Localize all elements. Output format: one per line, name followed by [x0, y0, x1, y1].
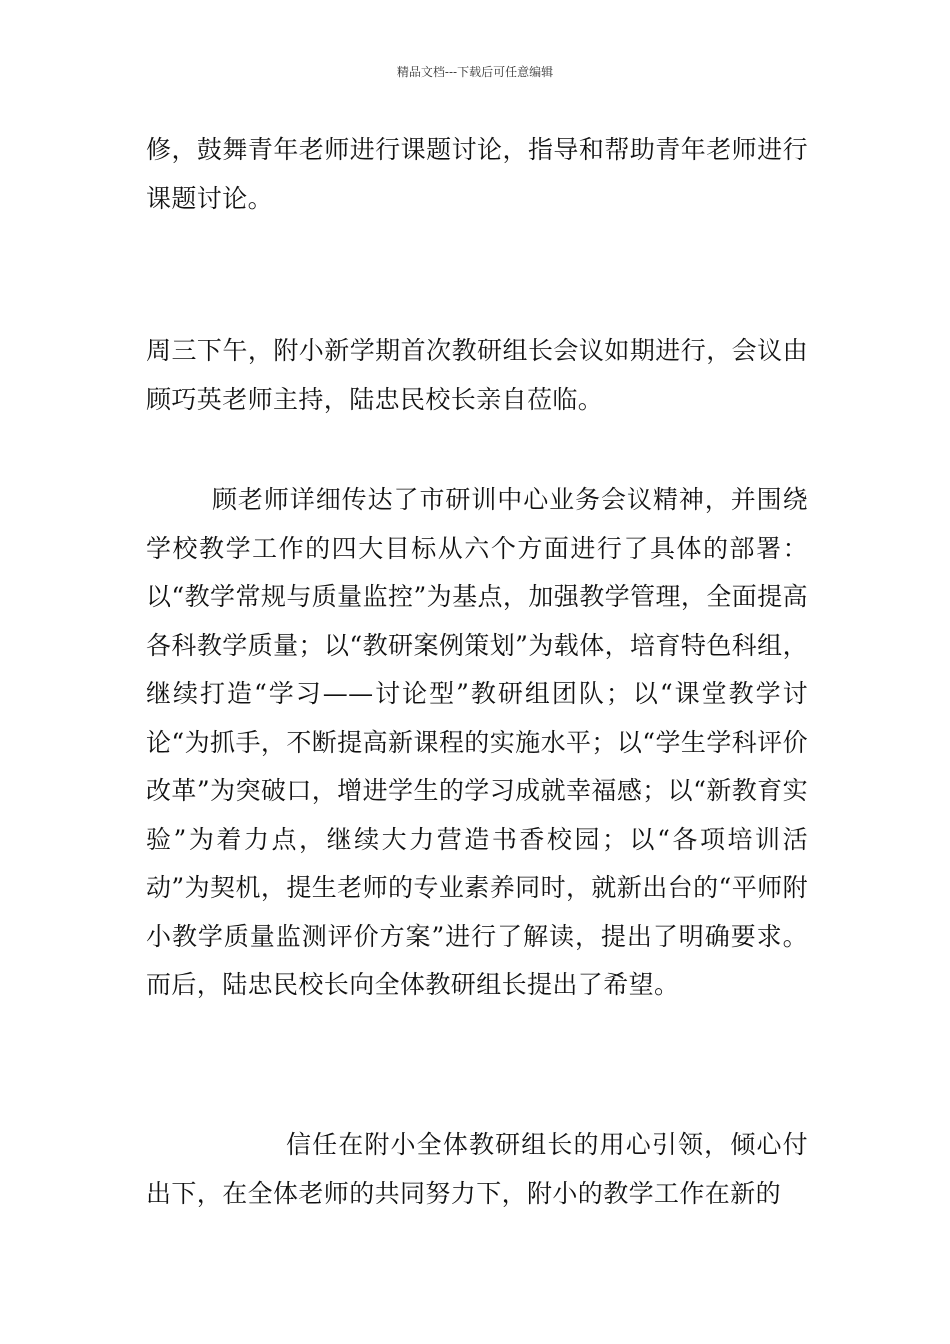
paragraph-4: 信任在附小全体教研组长的用心引领，倾心付出下，在全体老师的共同努力下，附小的教学工作在新的: [146, 1130, 808, 1208]
paragraph-1: 修，鼓舞青年老师进行课题讨论，指导和帮助青年老师进行课题讨论。: [146, 135, 808, 213]
paragraph-3: 顾老师详细传达了市研训中心业务会议精神，并围绕学校教学工作的四大目标从六个方面进行了具体的部署：以“教学常规与质量监控”为基点，加强教学管理，全面提高各科教学质量；以“教研案例策划”为载体，培育特色科组，继续打造“学习——讨论型”教研组团队；以“课堂教学讨论“为抓手，不断提高新课程的实施水平；以“学生学科评价改革”为突破口，增进学生的学习成就幸福感；以“新教育实验”为着力点，继续大力营造书香校园；以“各项培训活动”为契机，提生老师的专业素养同时，就新出台的“平师附小教学质量监测评价方案”进行了解读，提出了明确要求。而后，陆忠民校长向全体教研组长提出了希望。: [146, 485, 808, 999]
paragraph-2: 周三下午，附小新学期首次教研组长会议如期进行，会议由顾巧英老师主持，陆忠民校长亲自莅临。: [146, 336, 808, 414]
page-header: 精品文档---下载后可任意编辑: [396, 65, 554, 79]
